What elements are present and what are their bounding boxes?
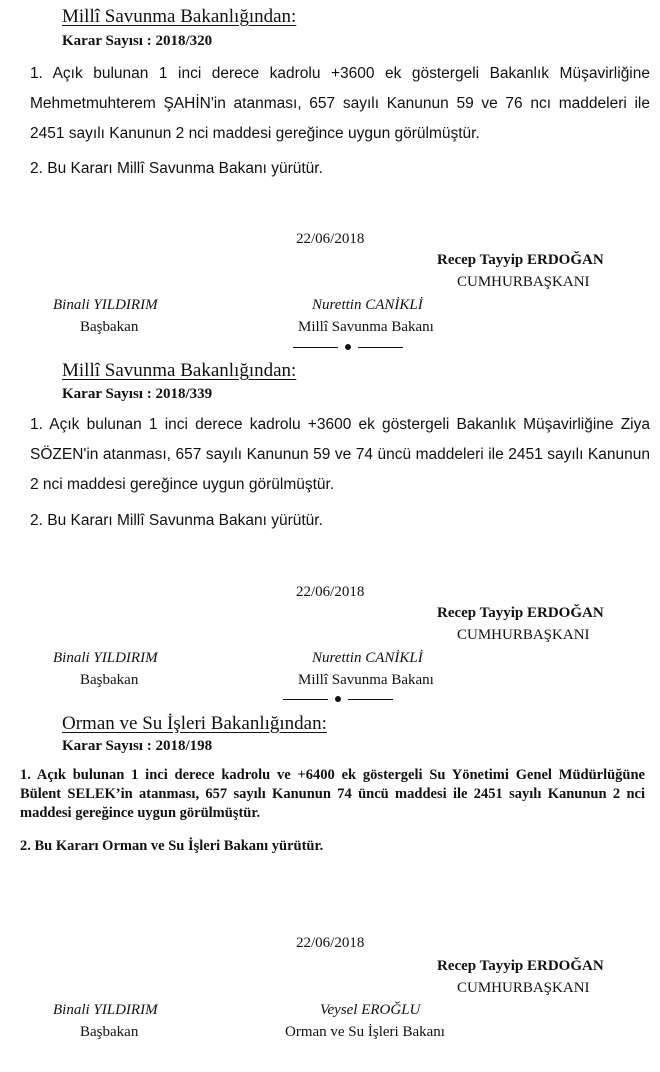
- signatory-minister-title: Orman ve Su İşleri Bakanı: [285, 1024, 445, 1040]
- decree-item-1: 1. Açık bulunan 1 inci derece kadrolu ve +6400 ek göstergeli Su Yönetimi Genel Müdürlüğüne Bülent SELEK’in atanması, 657 sayılı Kanunun 74 üncü maddesi ile 2451 sayılı Kanunun 2 nci maddesi gereğince uygun görülmüştür.: [20, 767, 645, 821]
- president-title: CUMHURBAŞKANI: [457, 980, 590, 996]
- president-name: Recep Tayyip ERDOĞAN: [437, 252, 604, 268]
- president-name: Recep Tayyip ERDOĞAN: [437, 958, 604, 974]
- president-title: CUMHURBAŞKANI: [457, 274, 590, 290]
- decree-date: 22/06/2018: [296, 584, 365, 600]
- decree-item-2: 2. Bu Kararı Millî Savunma Bakanı yürütür.: [30, 160, 323, 177]
- president-title: CUMHURBAŞKANI: [457, 627, 590, 643]
- signatory-minister-name: Veysel EROĞLU: [320, 1002, 421, 1018]
- signatory-minister-title: Millî Savunma Bakanı: [298, 319, 434, 335]
- decree-item-1: 1. Açık bulunan 1 inci derece kadrolu +3600 ek göstergeli Bakanlık Müşavirliğine Mehmetmuhterem ŞAHİN'in atanması, 657 sayılı Kanunun 59 ve 76 ncı maddeleri ile 2451 sayılı Kanunun 2 nci maddesi gereğince uygun görülmüştür.: [30, 65, 650, 142]
- signatory-minister-name: Nurettin CANİKLİ: [312, 297, 423, 313]
- karar-sayisi: Karar Sayısı : 2018/320: [62, 33, 213, 49]
- president-name: Recep Tayyip ERDOĞAN: [437, 605, 604, 621]
- signatory-minister-name: Nurettin CANİKLİ: [312, 650, 423, 666]
- section-separator: [283, 694, 393, 704]
- ministry-heading: Millî Savunma Bakanlığından:: [62, 6, 297, 27]
- ministry-heading: Millî Savunma Bakanlığından:: [62, 360, 297, 381]
- signatory-pm-title: Başbakan: [80, 672, 139, 688]
- decree-date: 22/06/2018: [296, 935, 365, 951]
- signatory-minister-title: Millî Savunma Bakanı: [298, 672, 434, 688]
- decree-date: 22/06/2018: [296, 231, 365, 247]
- signatory-pm-name: Binali YILDIRIM: [53, 297, 158, 313]
- karar-sayisi: Karar Sayısı : 2018/198: [62, 738, 213, 754]
- signatory-pm-name: Binali YILDIRIM: [53, 1002, 158, 1018]
- section-separator: [293, 342, 403, 352]
- ministry-heading: Orman ve Su İşleri Bakanlığından:: [62, 713, 327, 734]
- signatory-pm-title: Başbakan: [80, 1024, 139, 1040]
- decree-item-2: 2. Bu Kararı Orman ve Su İşleri Bakanı yürütür.: [20, 838, 324, 854]
- signatory-pm-title: Başbakan: [80, 319, 139, 335]
- decree-item-1: 1. Açık bulunan 1 inci derece kadrolu +3600 ek göstergeli Bakanlık Müşavirliğine Ziya SÖZEN'in atanması, 657 sayılı Kanunun 59 ve 74 üncü maddeleri ile 2451 sayılı Kanunun 2 nci maddesi gereğince uygun görülmüştür.: [30, 416, 650, 493]
- decree-item-2: 2. Bu Kararı Millî Savunma Bakanı yürütür.: [30, 512, 323, 529]
- karar-sayisi: Karar Sayısı : 2018/339: [62, 386, 213, 402]
- signatory-pm-name: Binali YILDIRIM: [53, 650, 158, 666]
